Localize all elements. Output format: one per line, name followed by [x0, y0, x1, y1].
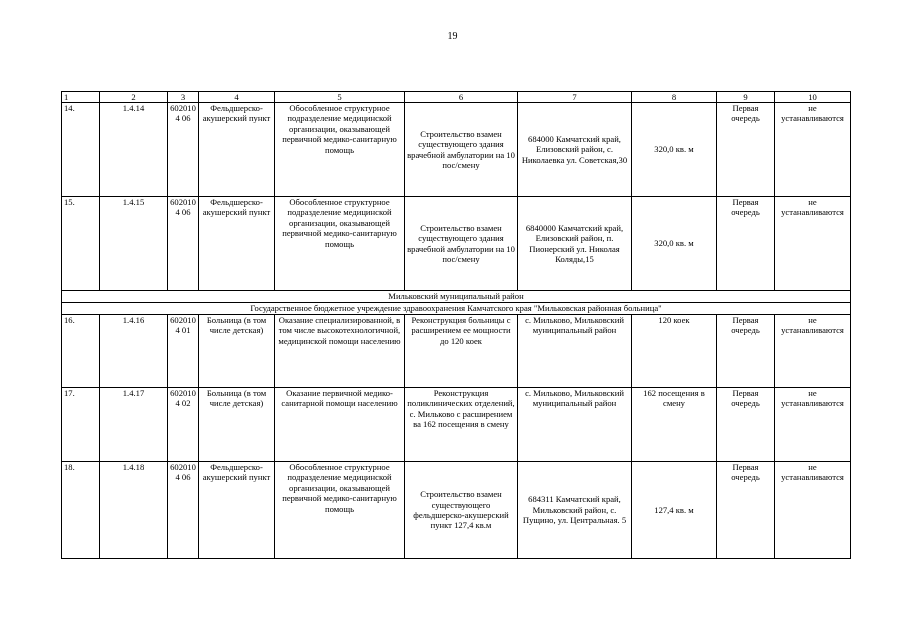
- object-class-code: 6020104 02: [168, 388, 199, 462]
- row-number: 17.: [62, 388, 100, 462]
- object-zone: не устанавливаются: [775, 462, 851, 559]
- object-class-code: 6020104 06: [168, 462, 199, 559]
- object-zone: не устанавливаются: [775, 388, 851, 462]
- object-class-code: 6020104 06: [168, 197, 199, 291]
- object-purpose: Обособленное структурное подразделение медицинской организации, оказывающей первичной медико-санитарную помощь: [275, 197, 405, 291]
- object-zone: не устанавливаются: [775, 315, 851, 388]
- object-priority: Первая очередь: [717, 103, 775, 197]
- column-header: 10: [775, 92, 851, 103]
- object-capacity: 162 посещения в смену: [632, 388, 717, 462]
- object-type: Фельдшерско-акушерский пункт: [199, 197, 275, 291]
- table-row: [62, 315, 851, 388]
- row-number: 15.: [62, 197, 100, 291]
- object-type: Больница (в том числе детская): [199, 388, 275, 462]
- column-header: 4: [199, 92, 275, 103]
- object-capacity: 320,0 кв. м: [632, 197, 717, 291]
- planned-objects-table: [61, 91, 851, 559]
- object-priority: Первая очередь: [717, 315, 775, 388]
- object-location: с. Мильково, Мильковский муниципальный район: [518, 315, 632, 388]
- object-purpose: Обособленное структурное подразделение медицинской организации, оказывающей первичной медико-санитарную помощь: [275, 462, 405, 559]
- column-header: 2: [100, 92, 168, 103]
- object-code: 1.4.15: [100, 197, 168, 291]
- object-purpose: Оказание специализированной, в том числе высокотехнологичной, медицинской помощи населению: [275, 315, 405, 388]
- object-priority: Первая очередь: [717, 388, 775, 462]
- object-zone: не устанавливаются: [775, 197, 851, 291]
- object-capacity: 120 коек: [632, 315, 717, 388]
- object-purpose: Оказание первичной медико-санитарной помощи населению: [275, 388, 405, 462]
- object-code: 1.4.16: [100, 315, 168, 388]
- object-location: 6840000 Камчатский край, Елизовский район, п. Пионерский ул. Николая Коляды,15: [518, 197, 632, 291]
- object-type: Фельдшерско-акушерский пункт: [199, 103, 275, 197]
- object-class-code: 6020104 01: [168, 315, 199, 388]
- column-header: 3: [168, 92, 199, 103]
- row-number: 16.: [62, 315, 100, 388]
- object-code: 1.4.18: [100, 462, 168, 559]
- object-code: 1.4.14: [100, 103, 168, 197]
- column-header: 7: [518, 92, 632, 103]
- object-code: 1.4.17: [100, 388, 168, 462]
- object-zone: не устанавливаются: [775, 103, 851, 197]
- table-row: [62, 103, 851, 197]
- object-location: 684311 Камчатский край, Мильковский район, с. Пущино, ул. Центральная. 5: [518, 462, 632, 559]
- column-header: 5: [275, 92, 405, 103]
- column-header: 9: [717, 92, 775, 103]
- column-header: 6: [405, 92, 518, 103]
- object-class-code: 6020104 06: [168, 103, 199, 197]
- object-characteristic: Строительство взамен существующего здания врачебной амбулатории на 10 пос/смену: [405, 103, 518, 197]
- object-characteristic: Строительство взамен существующего здания врачебной амбулатории на 10 пос/смену: [405, 197, 518, 291]
- object-characteristic: Реконструкция поликлинических отделений, с. Мильково с расширением ва 162 посещения в смену: [405, 388, 518, 462]
- section-row: [62, 291, 851, 303]
- institution-heading: Государственное бюджетное учреждение здравоохранения Камчатского края "Мильковская районная больница": [62, 303, 851, 315]
- object-capacity: 320,0 кв. м: [632, 103, 717, 197]
- object-purpose: Обособленное структурное подразделение медицинской организации, оказывающей первичной медико-санитарную помощь: [275, 103, 405, 197]
- district-heading: Мильковский муниципальный район: [62, 291, 851, 303]
- object-characteristic: Реконструкция больницы с расширением ее мощности до 120 коек: [405, 315, 518, 388]
- object-type: Больница (в том числе детская): [199, 315, 275, 388]
- object-characteristic: Строительство взамен существующего фельдшерско-акушерский пункт 127,4 кв.м: [405, 462, 518, 559]
- column-number-row: [62, 92, 851, 103]
- object-priority: Первая очередь: [717, 462, 775, 559]
- row-number: 14.: [62, 103, 100, 197]
- column-header: 8: [632, 92, 717, 103]
- object-capacity: 127,4 кв. м: [632, 462, 717, 559]
- table-row: [62, 462, 851, 559]
- row-number: 18.: [62, 462, 100, 559]
- table-row: [62, 197, 851, 291]
- object-priority: Первая очередь: [717, 197, 775, 291]
- object-type: Фельдшерско-акушерский пункт: [199, 462, 275, 559]
- object-location: с. Мильково, Мильковский муниципальный район: [518, 388, 632, 462]
- page-number: 19: [447, 31, 458, 42]
- column-header: 1: [62, 92, 100, 103]
- object-location: 684000 Камчатский край, Елизовский район, с. Николаевка ул. Советская,30: [518, 103, 632, 197]
- table-row: [62, 388, 851, 462]
- section-row: [62, 303, 851, 315]
